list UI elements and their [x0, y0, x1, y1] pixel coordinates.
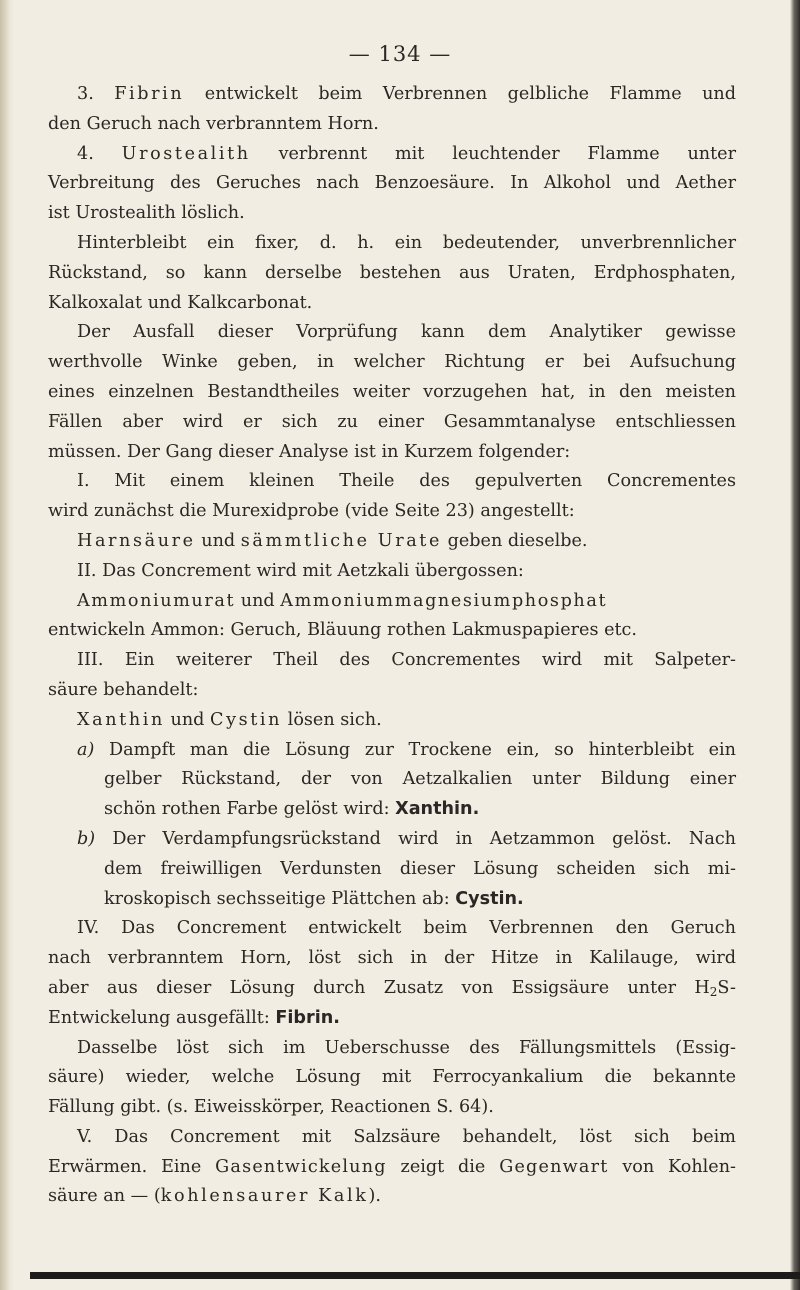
text-line: Rückstand, so kann derselbe bestehen aus Uraten, Erdphosphaten, — [48, 262, 736, 283]
text-line: Xanthin und Cystin lösen sich. — [77, 709, 382, 730]
text-line: 3. Fibrin entwickelt beim Verbrennen gelbliche Flamme und — [77, 84, 736, 104]
text-line: Verbreitung des Geruches nach Benzoesäure. In Alkohol und Aether — [48, 173, 736, 194]
text-line: Fällung gibt. (s. Eiweisskörper, Reactionen S. 64). — [48, 1097, 494, 1118]
text-line: Der Ausfall dieser Vorprüfung kann dem Analytiker gewisse — [77, 322, 736, 343]
text-line: nach verbranntem Horn, löst sich in der Hitze in Kalilauge, wird — [48, 948, 736, 969]
text-line: Fällen aber wird er sich zu einer Gesammtanalyse entschliessen — [48, 411, 736, 432]
text-line: III. Ein weiterer Theil des Concrementes wird mit Salpeter- — [77, 650, 736, 671]
text-line: ist Urostealith löslich. — [48, 203, 245, 224]
text-line: säure behandelt: — [48, 679, 199, 700]
text-line: Dasselbe löst sich im Ueberschusse des Fällungsmittels (Essig- — [77, 1037, 736, 1058]
text-line: gelber Rückstand, der von Aetzalkalien unter Bildung einer — [104, 769, 736, 790]
text-line: den Geruch nach verbranntem Horn. — [48, 113, 379, 134]
text-line: säure) wieder, welche Lösung mit Ferrocyankalium die bekannte — [48, 1067, 736, 1088]
text-line: dem freiwilligen Verdunsten dieser Lösung scheiden sich mi- — [104, 858, 736, 879]
text-line: eines einzelnen Bestandtheiles weiter vorzugehen hat, in den meisten — [48, 381, 736, 402]
text-line: I. Mit einem kleinen Theile des gepulverten Concrementes — [77, 471, 736, 492]
text-line: wird zunächst die Murexidprobe (vide Seite 23) angestellt: — [48, 501, 575, 522]
bottom-rule — [30, 1272, 800, 1279]
page-edge-shadow — [790, 0, 800, 1290]
text-line: Hinterbleibt ein fixer, d. h. ein bedeutender, unverbrennlicher — [77, 232, 736, 253]
text-line: kroskopisch sechsseitige Plättchen ab: Cystin. — [104, 888, 524, 909]
text-line: werthvolle Winke geben, in welcher Richtung er bei Aufsuchung — [48, 352, 736, 373]
page-number: — 134 — — [348, 42, 452, 66]
page-body — [48, 80, 736, 1212]
text-line: aber aus dieser Lösung durch Zusatz von Essigsäure unter $H_2S-$ — [48, 977, 736, 999]
text-line: 4. Urostealith verbrennt mit leuchtender Flamme unter — [77, 143, 737, 164]
text-line: Ammoniumurat und Ammoniummagnesiumphosphat — [77, 590, 608, 611]
text-line: Entwickelung ausgefällt: Fibrin. — [48, 1007, 340, 1028]
text-line: schön rothen Farbe gelöst wird: Xanthin. — [104, 799, 480, 820]
text-line: IV. Das Concrement entwickelt beim Verbrennen den Geruch — [77, 918, 736, 939]
text-line: müssen. Der Gang dieser Analyse ist in Kurzem folgender: — [48, 441, 571, 462]
text-line: Erwärmen. Eine Gasentwickelung zeigt die Gegenwart von Kohlen- — [48, 1156, 736, 1177]
text-line: V. Das Concrement mit Salzsäure behandelt, löst sich beim — [77, 1126, 736, 1147]
page-binding-shadow — [0, 0, 14, 1290]
text-line: Kalkoxalat und Kalkcarbonat. — [48, 292, 313, 313]
text-line: b) Der Verdampfungsrückstand wird in Aetzammon gelöst. Nach — [77, 828, 736, 849]
text-line: entwickeln Ammon: Geruch, Bläuung rothen Lakmuspapieres etc. — [48, 620, 638, 641]
text-line: II. Das Concrement wird mit Aetzkali übergossen: — [77, 560, 524, 581]
text-line: säure an — (kohlensaurer Kalk). — [48, 1186, 381, 1207]
text-line: a) Dampft man die Lösung zur Trockene ein, so hinterbleibt ein — [77, 739, 736, 760]
text-line: Harnsäure und sämmtliche Urate geben dieselbe. — [77, 530, 588, 551]
